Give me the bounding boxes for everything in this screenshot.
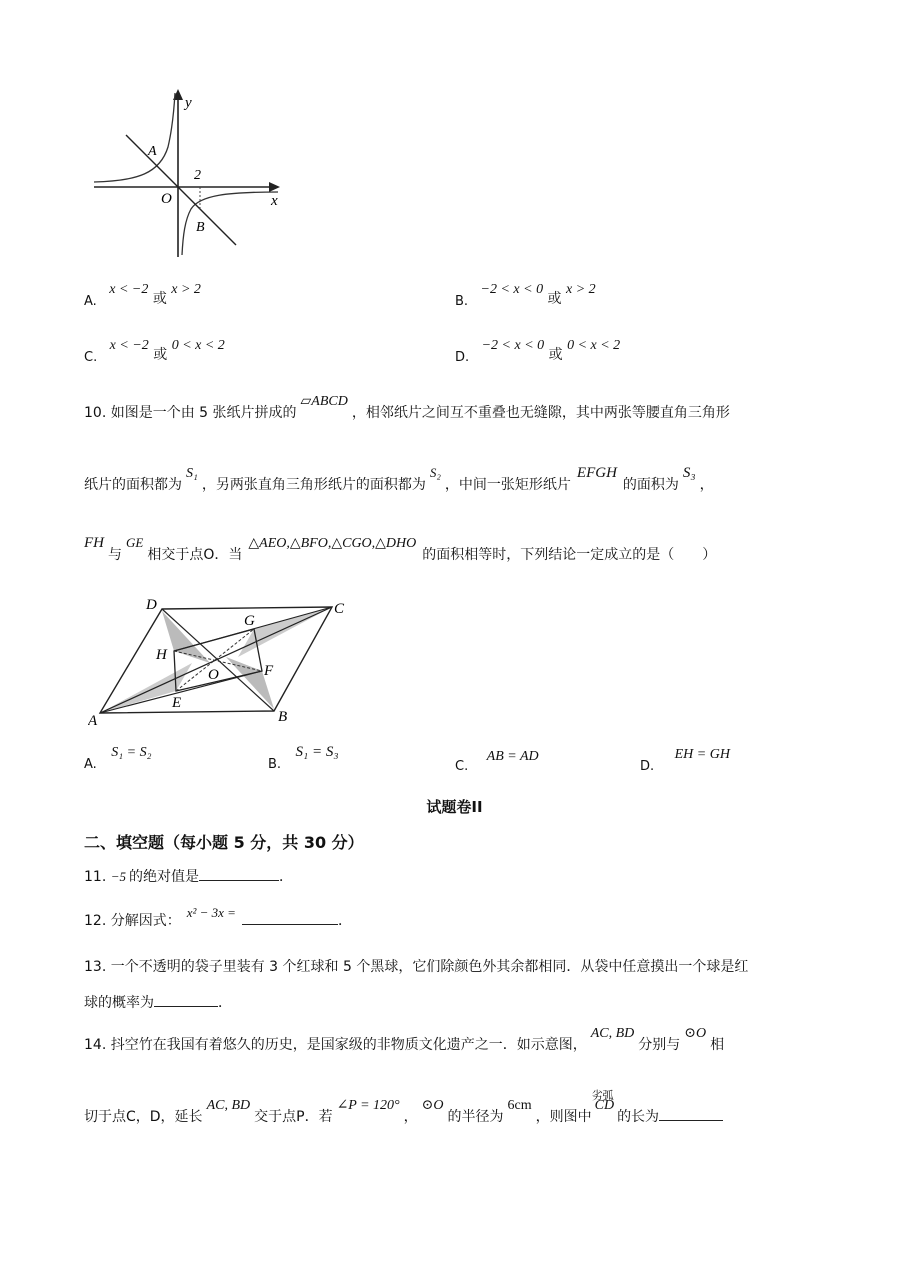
q10-line-2: 纸片的面积都为S₁，另两张直角三角形纸片的面积都为S₂，中间一张矩形纸片EFGH的面积为S₃，	[84, 465, 714, 493]
q11-answer-blank[interactable]	[199, 868, 279, 881]
q13-line-1: 13. 一个不透明的袋子里装有 3 个红球和 5 个黑球，它们除颜色外其余都相同．从袋中任意摸出一个球是红	[84, 959, 749, 975]
option-letter: D.	[455, 350, 470, 365]
option-letter: C.	[84, 350, 98, 365]
parallelogram-figure	[88, 593, 363, 728]
q10-option-d[interactable]: D. EH = GH	[640, 747, 730, 774]
q9-option-c[interactable]	[84, 334, 225, 365]
q13-line-2: 球的概率为 ．	[84, 995, 232, 1011]
option-joiner: 或	[152, 291, 167, 307]
vertex-b: B	[278, 709, 288, 725]
option-left: x < −2	[109, 338, 149, 353]
option-letter: B.	[455, 294, 469, 309]
y-axis-label: y	[185, 95, 192, 111]
q10-option-a[interactable]: A. S₁ = S₂	[84, 745, 152, 772]
option-right: x > 2	[171, 282, 201, 297]
point-h: H	[156, 647, 167, 663]
vertex-d: D	[146, 597, 157, 613]
point-g: G	[244, 613, 255, 629]
point-b-label: B	[196, 220, 205, 235]
option-right: x > 2	[565, 282, 596, 297]
q14-line-1: 14. 抖空竹在我国有着悠久的历史，是国家级的非物质文化遗产之一．如示意图，AC, BD分别与⊙O相	[84, 1026, 725, 1053]
tick-two-label: 2	[194, 168, 201, 183]
q10-line-1: 10. 如图是一个由 5 张纸片拼成的▱ABCD，相邻纸片之间互不重叠也无缝隙，其中两张等腰直角三角形	[84, 394, 730, 421]
option-left: x < −2	[109, 282, 149, 297]
option-right: 0 < x < 2	[567, 338, 621, 353]
option-left: −2 < x < 0	[480, 282, 544, 297]
hyperbola-line-graph	[88, 85, 288, 260]
q13-answer-blank[interactable]	[154, 994, 218, 1007]
q12: 12. 分解因式：x² − 3x =．	[84, 905, 352, 929]
q10-option-c[interactable]: C. AB = AD	[455, 749, 539, 774]
point-f: F	[264, 663, 274, 679]
option-joiner: 或	[153, 347, 168, 363]
point-o: O	[208, 667, 219, 683]
vertex-a: A	[88, 713, 98, 728]
arc-label: 劣弧	[591, 1089, 614, 1102]
q10-option-b[interactable]: B. S₁ = S₃	[268, 744, 339, 772]
q14-answer-blank[interactable]	[659, 1108, 723, 1121]
parallelogram-abcd: ▱ABCD	[300, 394, 348, 409]
option-letter: A.	[84, 294, 97, 309]
q9-option-d[interactable]	[455, 334, 621, 365]
vertex-c: C	[334, 601, 345, 617]
part-two-title: 试题卷II	[426, 798, 483, 816]
q9-option-b[interactable]	[455, 278, 596, 309]
x-axis-label: x	[271, 193, 278, 209]
option-right: 0 < x < 2	[171, 338, 225, 353]
point-e: E	[172, 695, 182, 711]
origin-label: O	[161, 191, 172, 207]
section-heading: 二、填空题（每小题 5 分，共 30 分）	[84, 833, 364, 852]
option-left: −2 < x < 0	[481, 338, 545, 353]
q9-option-a[interactable]	[84, 278, 201, 309]
option-joiner: 或	[547, 291, 562, 307]
point-a-label: A	[148, 144, 157, 159]
q10-line-3: FH与GE相交于点O．当△AEO,△BFO,△CGO,△DHO的面积相等时，下列结论一定成立的是（ ）	[84, 535, 717, 563]
q14-line-2: 切于点C，D，延长AC, BD交于点P．若∠P = 120°，⊙O的半径为6cm，则图中 劣弧 CD的长为	[84, 1094, 723, 1114]
option-joiner: 或	[548, 347, 563, 363]
q11: 11. −5 的绝对值是 ．	[84, 869, 293, 885]
q12-answer-blank[interactable]	[242, 912, 338, 925]
